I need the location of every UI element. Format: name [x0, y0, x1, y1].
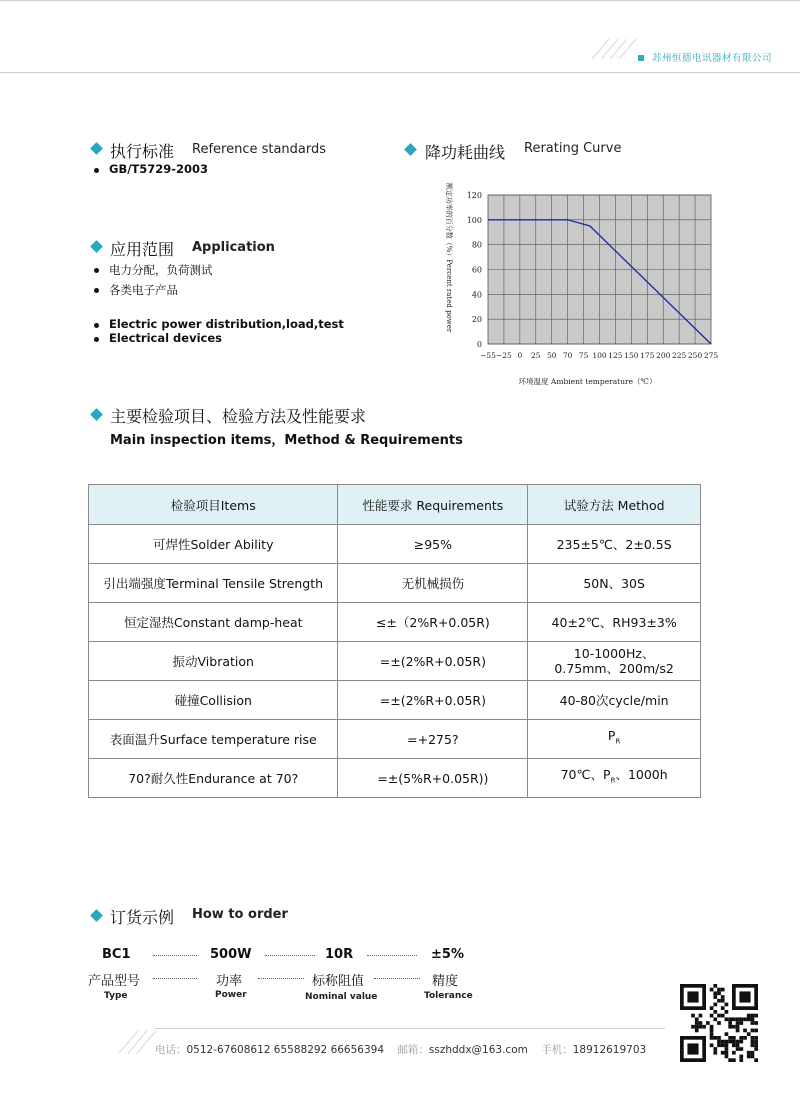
inspection-title-cn: 主要检验项目、检验方法及性能要求 [110, 407, 367, 426]
reference-item: GB/T5729-2003 [109, 162, 209, 176]
cell-item: 70?耐久性Endurance at 70? [89, 759, 338, 798]
footer-rule [155, 1028, 665, 1029]
order-title-en: How to order [192, 907, 288, 922]
cell-requirement: =±(5%R+0.05R)) [338, 759, 528, 798]
cell-requirement: ≥95% [338, 525, 528, 564]
header-items: 检验项目Items [89, 485, 338, 525]
x-tick-label: 125 [608, 351, 623, 360]
order-en-tolerance: Tolerance [424, 991, 473, 1001]
bullet [94, 288, 99, 293]
cell-method: 40±2℃、RH93±3% [528, 603, 701, 642]
y-tick-label: 0 [476, 340, 482, 349]
order-label-resistance: 标称阻值 [312, 974, 365, 989]
bullet [94, 323, 99, 328]
cell-item: 表面温升Surface temperature rise [89, 720, 338, 759]
phone-numbers: 0512-67608612 65588292 66656394 [186, 1044, 385, 1056]
cell-method: 70℃、$P_R$、1000h [528, 759, 701, 798]
cell-requirement: =±(2%R+0.05R) [338, 642, 528, 681]
derating-chart [420, 180, 730, 390]
x-tick-label: 175 [640, 351, 655, 360]
cell-item: 碰撞Collision [89, 681, 338, 720]
cell-item: 引出端强度Terminal Tensile Strength [89, 564, 338, 603]
x-tick-label: 50 [546, 351, 557, 360]
diamond-icon [90, 142, 103, 155]
y-tick-label: 100 [466, 215, 482, 225]
y-tick-label: 80 [471, 240, 482, 250]
order-code-resistance: 10R [325, 947, 354, 962]
cell-method: $P_R$ [528, 720, 701, 759]
cell-requirement: =±(2%R+0.05R) [338, 681, 528, 720]
application-item-cn: 电力分配，负荷测试 [109, 263, 213, 277]
bullet [94, 268, 99, 273]
x-tick-label: 150 [624, 351, 639, 360]
company-name: 苏州恒德电讯器材有限公司 [652, 53, 773, 64]
application-item-en: Electric power distribution,load,test [109, 317, 344, 331]
y-tick-label: 40 [471, 290, 482, 300]
cell-item: 振动Vibration [89, 642, 338, 681]
cell-method: 50N、30S [528, 564, 701, 603]
order-label-type: 产品型号 [88, 974, 141, 989]
y-tick-label: 60 [471, 265, 482, 275]
cell-item: 可焊性Solder Ability [89, 525, 338, 564]
x-tick-label: 25 [531, 351, 541, 360]
header-method: 试验方法 Method [528, 485, 701, 525]
email-label: 邮箱： [397, 1044, 429, 1056]
table-row [89, 525, 701, 564]
y-tick-label: 20 [471, 315, 482, 325]
cell-requirement: 无机械损伤 [338, 564, 528, 603]
x-tick-label: 70 [562, 351, 573, 360]
x-tick-label: 275 [703, 351, 719, 360]
dotted-leader [153, 978, 197, 979]
hatch-line [136, 1030, 156, 1054]
x-tick-label: 100 [592, 351, 607, 360]
order-en-type: Type [104, 991, 128, 1001]
table-row [89, 759, 701, 798]
order-label-power: 功率 [216, 974, 243, 989]
application-item-cn: 各类电子产品 [109, 283, 178, 297]
table-row [89, 681, 701, 720]
order-en-power: Power [215, 990, 247, 1000]
order-code-tolerance: ±5% [431, 947, 464, 962]
footer-contact [155, 1042, 646, 1057]
dotted-leader [367, 955, 417, 956]
derating-title-en: Rerating Curve [524, 141, 622, 156]
reference-title-cn: 执行标准 [110, 142, 175, 161]
inspection-title-en: Main inspection items，Method & Requirements [110, 433, 463, 448]
dotted-leader [258, 978, 304, 979]
order-code-type: BC1 [102, 947, 131, 962]
table-row [89, 564, 701, 603]
derating-title-cn: 降功耗曲线 [425, 143, 506, 162]
x-tick-label: 0 [517, 351, 523, 360]
application-title-en: Application [192, 240, 275, 255]
mobile-label: 手机： [541, 1044, 573, 1056]
qr-code-icon [680, 984, 758, 1062]
order-code-power: 500W [210, 947, 252, 962]
cell-item: 恒定湿热Constant damp-heat [89, 603, 338, 642]
y-tick-label: 120 [466, 191, 482, 200]
hatch-line [610, 39, 627, 60]
cell-method: 40-80次cycle/min [528, 681, 701, 720]
table-row [89, 642, 701, 681]
x-tick-label: 225 [671, 351, 687, 360]
diamond-icon [90, 240, 103, 253]
cell-method: 10-1000Hz、 0.75mm、200m/s2 [528, 642, 701, 681]
hatch-line [601, 39, 618, 60]
mobile-number: 18912619703 [572, 1044, 647, 1056]
application-item-en: Electrical devices [109, 331, 222, 345]
x-tick-label: 200 [656, 351, 671, 360]
y-axis-label: 额定功率的百分数（%）Percent rated power [445, 182, 453, 333]
phone-label: 电话： [155, 1044, 187, 1056]
dotted-leader [265, 955, 315, 956]
order-title-cn: 订货示例 [110, 908, 175, 927]
brand-square-icon [638, 55, 644, 61]
order-label-tolerance: 精度 [432, 974, 459, 989]
cell-requirement: =+275? [338, 720, 528, 759]
x-tick-label: 250 [687, 351, 703, 360]
reference-title-en: Reference standards [192, 142, 327, 157]
table-row [89, 603, 701, 642]
cell-method: 235±5℃、2±0.5S [528, 525, 701, 564]
application-title-cn: 应用范围 [110, 240, 175, 259]
table-header-row [89, 485, 701, 525]
x-tick-label: −25 [496, 351, 512, 360]
x-tick-label: 75 [578, 351, 589, 360]
diamond-icon [90, 408, 103, 421]
table-row [89, 720, 701, 759]
top-rule [0, 0, 800, 1]
x-axis-label: 环境温度 Ambient temperature（℃） [518, 377, 657, 386]
x-tick-label: −55 [480, 351, 496, 360]
hatch-line [619, 39, 636, 60]
header-requirements: 性能要求 Requirements [338, 485, 528, 525]
dotted-leader [374, 978, 420, 979]
order-en-resistance: Nominal value [305, 992, 378, 1002]
dotted-leader [153, 955, 197, 956]
diamond-icon [404, 143, 417, 156]
bullet [94, 168, 99, 173]
inspection-table [88, 484, 701, 798]
brand-rule [0, 72, 800, 73]
hatch-line [592, 39, 609, 60]
email-address: sszhddx@163.com [428, 1044, 528, 1056]
bullet [94, 337, 99, 342]
diamond-icon [90, 909, 103, 922]
cell-requirement: ≤±（2%R+0.05R) [338, 603, 528, 642]
